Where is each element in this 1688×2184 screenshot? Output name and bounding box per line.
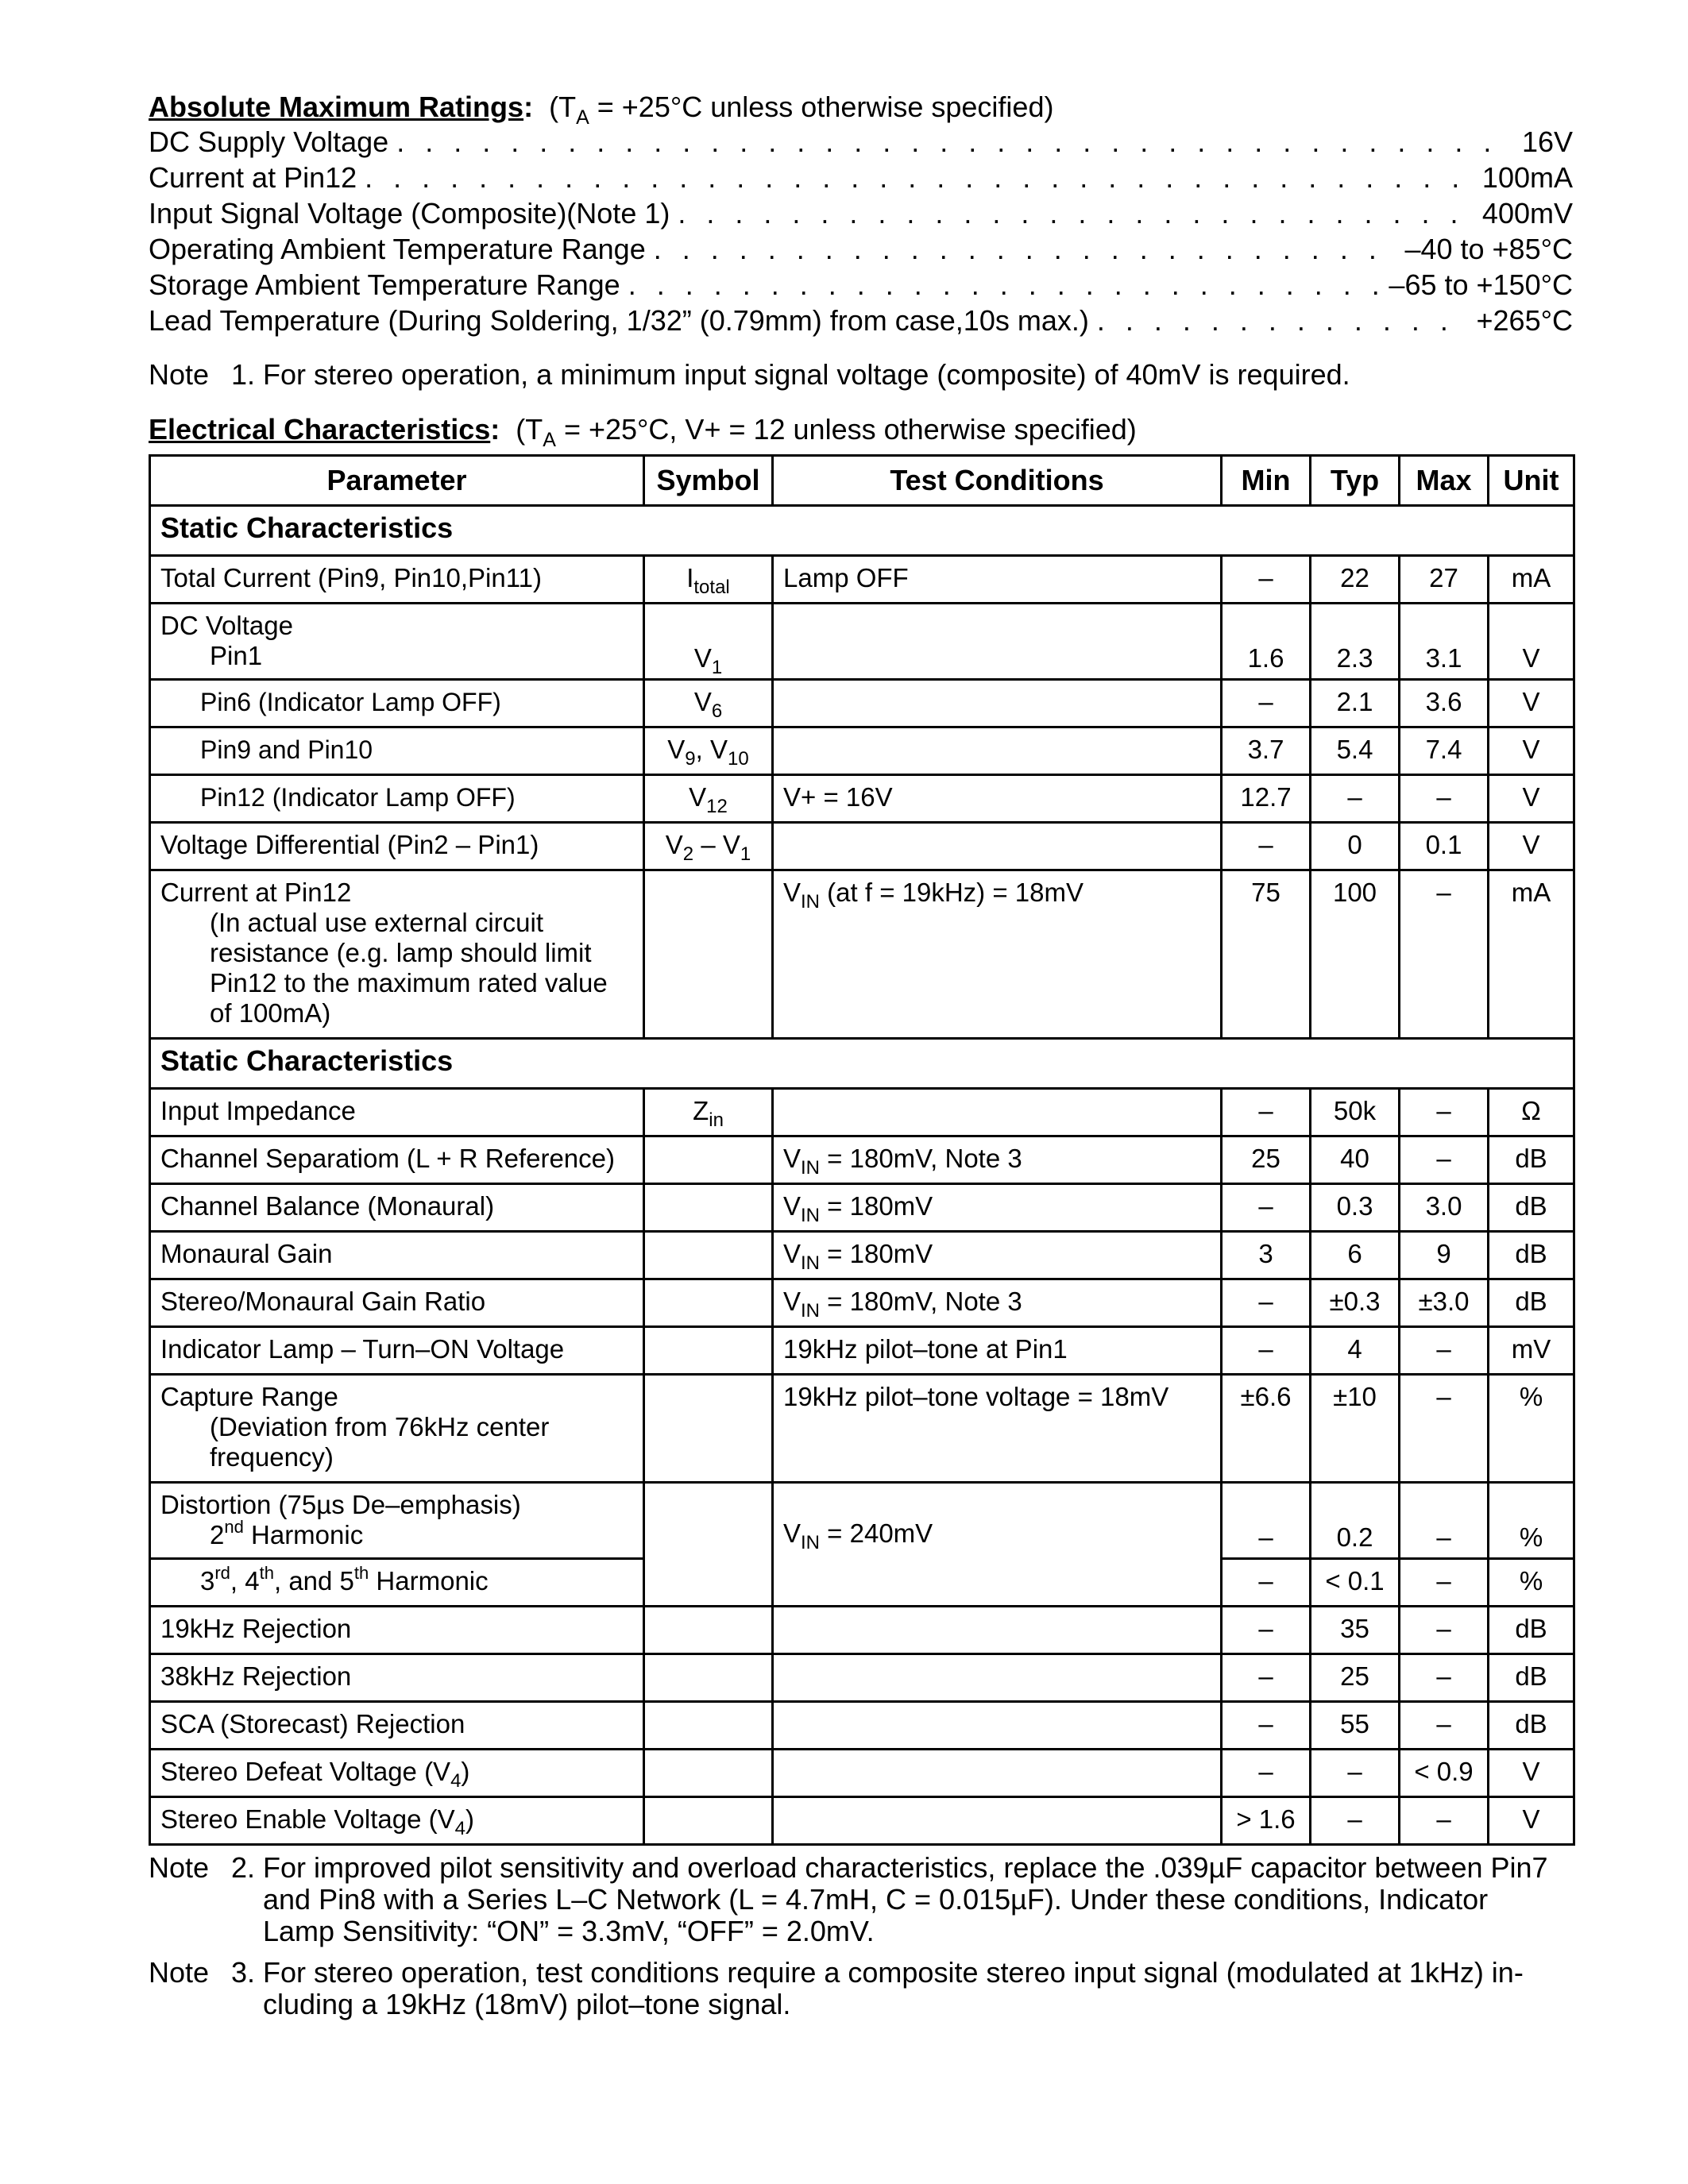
table-row: Monaural Gain $V_{IN} = 180mV$ 3 6 9 dB (150, 1232, 1574, 1279)
rating-row: Operating Ambient Temperature Range . . . –40 to +85°C (149, 231, 1573, 267)
table-row: SCA (Storecast) Rejection – 55 – dB (150, 1702, 1574, 1750)
col-max: Max (1400, 456, 1489, 506)
rating-row: Input Signal Voltage (Composite)(Note 1) . . . 400mV (149, 195, 1573, 231)
rating-row: Current at Pin12 . . . 100mA (149, 160, 1573, 195)
table-header-row (150, 456, 1574, 506)
table-row: Total Current (Pin9, Pin10,Pin11) $I_{total}$ Lamp OFF – 22 27 mA (150, 556, 1574, 604)
table-row: Current at Pin12 (In actual use external circuit resistance (e.g. lamp should limit Pin12 to the maximum rated value of 100mA) $V_{IN}$ (at f = 19kHz) = 18mV 75 100 – mA (150, 870, 1574, 1039)
elec-header: Electrical Characteristics: ($T_A = +25^\circ C$, V+ = 12 unless otherwise specified) (149, 413, 1137, 451)
leader-dots (396, 124, 1514, 160)
leader-dots (365, 160, 1474, 195)
leader-dots (1097, 303, 1469, 338)
table-row: Pin9 and Pin10 $V_9$, $V_{10}$ 3.7 5.4 7.4 V (150, 727, 1574, 775)
ratings-list (149, 124, 1573, 338)
table-row: Stereo/Monaural Gain Ratio $V_{IN} = 180mV$, Note 3 – ±0.3 ±3.0 dB (150, 1279, 1574, 1327)
abs-max-header: Absolute Maximum Ratings: ($T_A = +25^\circ C$ unless otherwise specified) (149, 91, 1054, 129)
col-parameter: Parameter (150, 456, 644, 506)
table-row: Stereo Defeat Voltage $(V_4)$ – – < 0.9 V (150, 1750, 1574, 1797)
rating-row: DC Supply Voltage . . . 16V (149, 124, 1573, 160)
electrical-characteristics-table (149, 454, 1575, 1846)
section-row: Static Characteristics (150, 506, 1574, 556)
abs-max-title: Absolute Maximum Ratings (149, 91, 524, 123)
table-row: 38kHz Rejection – 25 – dB (150, 1654, 1574, 1702)
section-row: Static Characteristics (150, 1039, 1574, 1089)
leader-dots (678, 195, 1474, 231)
table-row: Distortion (75µs De–emphasis) 2nd Harmonic $V_{IN} = 240mV$ – 0.2 – % (150, 1483, 1574, 1559)
leader-dots (654, 231, 1397, 267)
table-row: Stereo Enable Voltage $(V_4)$ > 1.6 – – V (150, 1797, 1574, 1845)
col-typ: Typ (1311, 456, 1400, 506)
table-row: 19kHz Rejection – 35 – dB (150, 1607, 1574, 1654)
table-row: Channel Separatiom (L + R Reference) $V_{IN} = 180mV$, Note 3 25 40 – dB (150, 1136, 1574, 1184)
table-row: Capture Range (Deviation from 76kHz center frequency) 19kHz pilot–tone voltage = 18mV ±6.6 ±10 – % (150, 1375, 1574, 1483)
table-row: DC Voltage Pin1 $V_1$ 1.6 2.3 3.1 V (150, 604, 1574, 680)
col-symbol: Symbol (644, 456, 773, 506)
table-row: Pin6 (Indicator Lamp OFF) $V_6$ – 2.1 3.6 V (150, 680, 1574, 727)
table-row: Voltage Differential (Pin2 – Pin1) $V_2 - V_1$ – 0 0.1 V (150, 823, 1574, 870)
table-row: Pin12 (Indicator Lamp OFF) $V_{12}$ V+ = 16V 12.7 – – V (150, 775, 1574, 823)
table-row: Input Impedance $Z_{in}$ – 50k – Ω (150, 1089, 1574, 1136)
note-2: Note 2. For improved pilot sensitivity and overload characteristics, replace the .039µF capacitor between Pin7 and Pin8 with a Series L–C Network (L = 4.7mH, C = 0.015µF). Under these conditions, Indicator Lamp Sensitivity: “ON” = 3.3mV, “OFF” = 2.0mV. (149, 1851, 1548, 1947)
note-3: Note 3. For stereo operation, test conditions require a composite stereo input signal (modulated at 1kHz) in- cluding a 19kHz (18mV) pilot–tone signal. (149, 1956, 1524, 2020)
elec-title: Electrical Characteristics (149, 413, 491, 446)
note-1: Note 1. For stereo operation, a minimum input signal voltage (composite) of 40mV is required. (149, 358, 1350, 391)
table-row: 3rd, 4th, and 5th Harmonic – < 0.1 – % (150, 1559, 1574, 1607)
table-row: Channel Balance (Monaural) $V_{IN} = 180mV$ – 0.3 3.0 dB (150, 1184, 1574, 1232)
rating-row: Lead Temperature (During Soldering, 1/32” (0.79mm) from case,10s max.) . . . +265°C (149, 303, 1573, 338)
table-row: Indicator Lamp – Turn–ON Voltage 19kHz pilot–tone at Pin1 – 4 – mV (150, 1327, 1574, 1375)
col-min: Min (1222, 456, 1311, 506)
col-unit: Unit (1489, 456, 1574, 506)
rating-row: Storage Ambient Temperature Range . . . –65 to +150°C (149, 267, 1573, 303)
leader-dots (628, 267, 1381, 303)
col-test-conditions: Test Conditions (773, 456, 1222, 506)
